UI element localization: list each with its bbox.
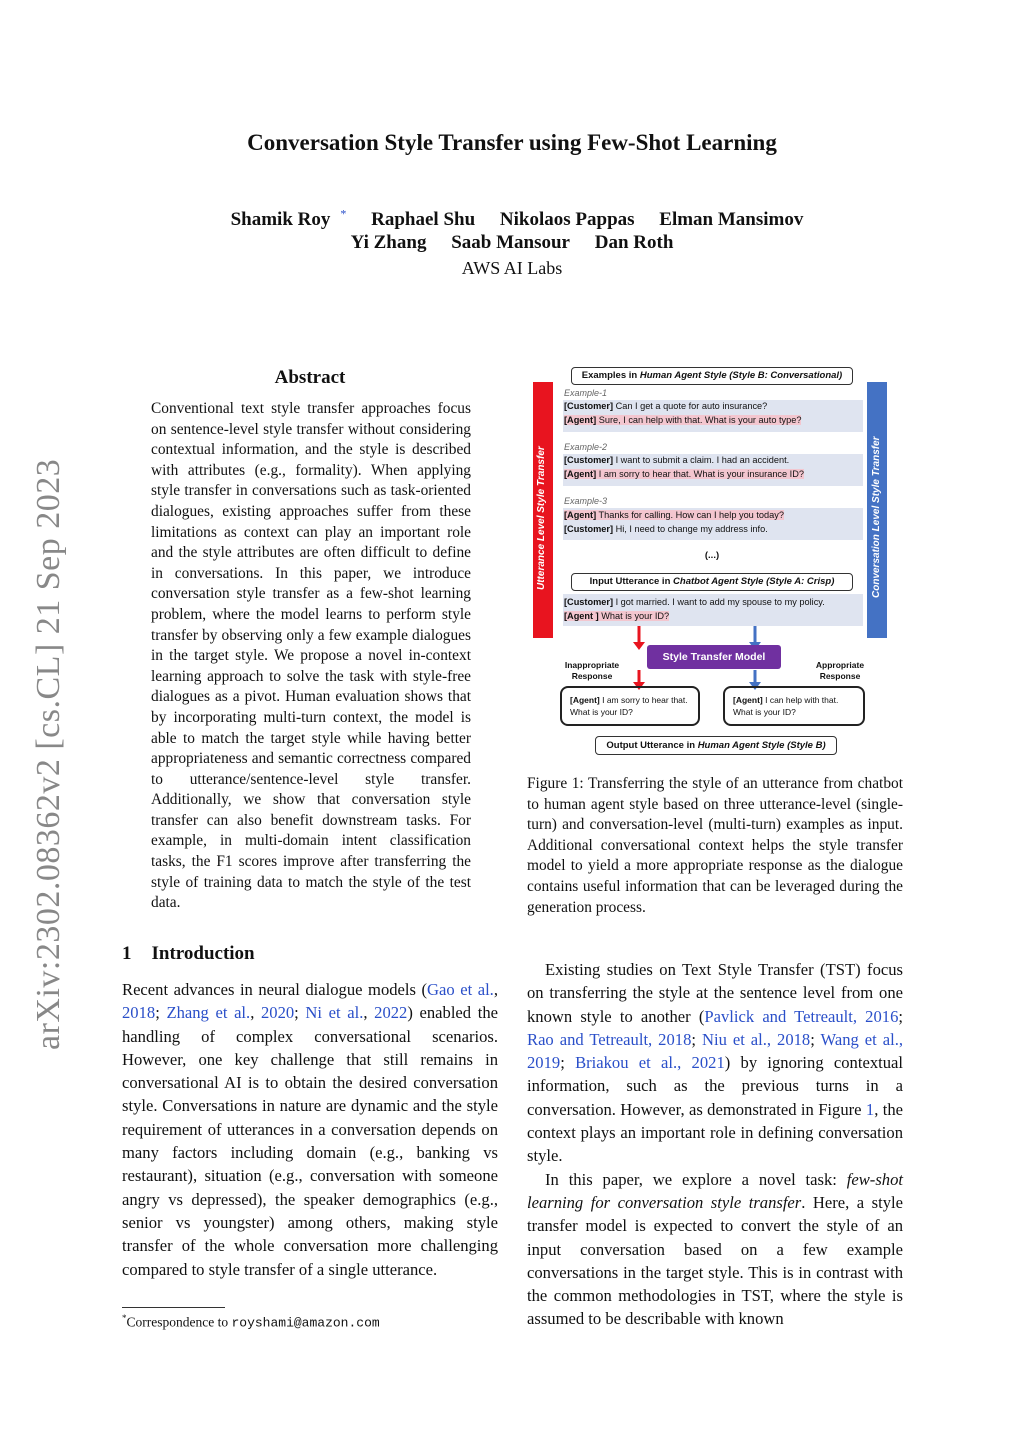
- citation-link[interactable]: Gao et al.: [427, 980, 494, 999]
- ellipsis: (...): [704, 550, 720, 561]
- figure-ref-link[interactable]: 1: [865, 1099, 875, 1119]
- footnote-rule: [122, 1307, 225, 1308]
- style-transfer-model-box: Style Transfer Model: [647, 645, 781, 669]
- author: Nikolaos Pappas: [499, 209, 635, 231]
- affiliation: AWS AI Labs: [461, 258, 563, 278]
- author: Elman Mansimov: [659, 209, 804, 231]
- citation-link[interactable]: Rao and Tetreault, 2018: [527, 1029, 692, 1049]
- example-label: Example-1: [564, 388, 608, 398]
- citation-link[interactable]: Zhang et al.: [166, 1003, 251, 1023]
- dialogue-line: [Customer] I got married. I want to add my spouse to my policy.: [564, 597, 825, 607]
- example-label: Example-3: [564, 496, 608, 506]
- section-title: Introduction: [151, 943, 255, 964]
- author: Yi Zhang: [350, 232, 427, 253]
- citation-link[interactable]: Briakou et al., 2021: [575, 1053, 725, 1073]
- paragraph: Existing studies on Text Style Transfer (TST) focus on transferring the style at the sentence level from one known style to another (Pavlick and Tetreault, 2016; Rao and Tetreault, 2018; Niu et al., 2018; Wang et al., 2019; Briakou et al., 2021) by ignoring contextual information, such as the previous turns in a conversation. However, as demonstrated in Figure 1, the context plays an important role in defining conversation style.: [527, 960, 903, 1166]
- dialogue-line: [Agent] I am sorry to hear that. What is your insurance ID?: [564, 469, 804, 479]
- dialogue-line: [Customer] Can I get a quote for auto insurance?: [564, 401, 768, 411]
- citation-link[interactable]: 2020: [260, 1003, 295, 1023]
- author: Dan Roth: [594, 232, 674, 253]
- utterance-level-label: Utterance Level Style Transfer: [536, 446, 547, 590]
- section-heading: [122, 943, 255, 965]
- paper-title: Conversation Style Transfer using Few-Shot Learning: [247, 130, 777, 155]
- intro-paragraph: Recent advances in neural dialogue models (Gao et al., 2018; Zhang et al., 2020; Ni et al., 2022) enabled the handling of complex conversational scenarios. However, one key challenge that still remains in conversational AI is to obtain the desired conversation style. Conversations in nature are dynamic and the style requirement of utterances in a conversation depends on many factors including domain (e.g., banking vs restaurant), situation (e.g., conversation with someone angry vs depressed), the speaker demographics (e.g., senior vs youngster) among others, making style transfer of the whole conversation more challenging compared to style transfer of a single utterance.: [122, 980, 498, 1279]
- author: Shamik Roy *: [230, 207, 347, 231]
- right-column-text: [527, 958, 903, 1331]
- abstract-heading: Abstract: [274, 367, 346, 388]
- footnote-marker: *: [340, 207, 347, 221]
- author: Saab Mansour: [451, 232, 570, 253]
- conversation-level-label: Conversation Level Style Transfer: [871, 436, 882, 598]
- dialogue-line: [Agent] Sure, I can help with that. What is your auto type?: [564, 415, 802, 425]
- dialogue-line: [Agent ] What is your ID?: [564, 611, 670, 621]
- authors-line-1: [0, 207, 1024, 231]
- paragraph: In this paper, we explore a novel task: few-shot learning for conversation style transfer. Here, a style transfer model is expected to convert the style of an input conversation based on a few example conversations in the target style. This is in contrast with the common methodologies in TST, where the style is assumed to be describable with known: [527, 1169, 903, 1329]
- inappropriate-response-box: [Agent] I am sorry to hear that. What is your ID?: [560, 686, 700, 726]
- dialogue-line: [Customer] I want to submit a claim. I had an accident.: [564, 455, 790, 465]
- figure-1: [527, 362, 903, 762]
- dialogue-line: [Agent] Thanks for calling. How can I help you today?: [564, 510, 784, 520]
- dialogue-line: [Customer] Hi, I need to change my address info.: [564, 524, 768, 534]
- abstract-text: Conventional text style transfer approaches focus on sentence-level style transfer without considering contextual information, and the style is described with attributes (e.g., formality). When applying style transfer in conversations such as task-oriented dialogues, existing approaches suffer from these limitations as context can play an important role and the style attributes are often difficult to define in conversations. In this paper, we introduce conversation style transfer as a few-shot learning problem, where the model learns to perform style transfer by observing only a few example dialogues in the target style. We propose a novel in-context learning approach to solve the task with style-free dialogues as a pivot. Human evaluation shows that by incorporating multi-turn context, the model is able to match the target style while having better appropriateness and semantic correctness compared to utterance/sentence-level style transfer. Additionally, we show that conversation style transfer can also benefit downstream tasks. For example, in multi-domain intent classification tasks, the F1 scores improve after transferring the style of training data to match the style of the test data.: [151, 400, 471, 912]
- section-number: 1: [122, 943, 132, 964]
- citation-link[interactable]: 2018: [122, 1003, 156, 1023]
- input-box: Input Utterance in Chatbot Agent Style (Style A: Crisp): [571, 573, 853, 591]
- examples-box: Examples in Human Agent Style (Style B: Conversational): [571, 367, 853, 385]
- example-label: Example-2: [564, 442, 608, 452]
- appropriate-response-box: [Agent] I can help with that. What is your ID?: [723, 686, 865, 726]
- author: Raphael Shu: [371, 209, 476, 231]
- citation-link[interactable]: Niu et al., 2018: [701, 1029, 811, 1049]
- arxiv-identifier: arXiv:2302.08362v2 [cs.CL] 21 Sep 2023: [30, 458, 67, 1050]
- citation-link[interactable]: Wang et al., 2019: [527, 1029, 903, 1073]
- appropriate-label: Appropriate Response: [815, 660, 865, 681]
- email-link[interactable]: royshami@amazon.com: [231, 1315, 380, 1331]
- citation-link[interactable]: Pavlick and Tetreault, 2016: [704, 1006, 899, 1026]
- citation-link[interactable]: 2022: [374, 1003, 408, 1023]
- citation-link[interactable]: Ni et al.: [305, 1003, 364, 1023]
- figure-caption: Figure 1: Transferring the style of an utterance from chatbot to human agent style based on three utterance-level (single-turn) and conversation-level (multi-turn) examples as input. Additional conversational context helps the style transfer model to yield a more appropriate response as the dialogue contains useful information that can be leveraged during the generation process.: [527, 775, 903, 916]
- inappropriate-label: Inappropriate Response: [564, 660, 620, 681]
- output-box: Output Utterance in Human Agent Style (Style B): [595, 736, 837, 755]
- footnote: *Correspondence to royshami@amazon.com: [122, 1313, 380, 1331]
- authors-line-2: [0, 232, 1024, 254]
